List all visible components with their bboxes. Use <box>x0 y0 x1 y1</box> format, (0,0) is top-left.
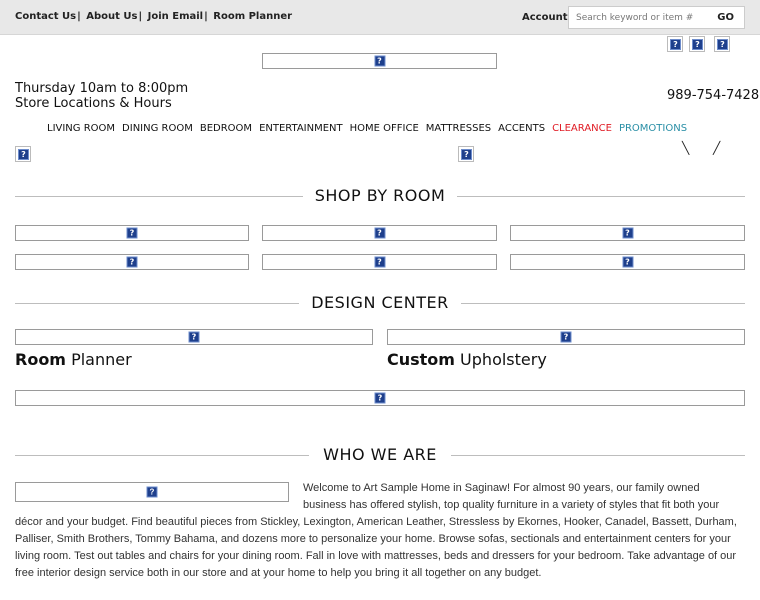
top-utility-bar <box>0 0 760 35</box>
broken-image-icon: ? <box>692 39 703 50</box>
broken-image-icon: ? <box>127 257 138 268</box>
join-email-link[interactable]: Join Email <box>147 11 204 22</box>
room-tile[interactable] <box>510 254 745 270</box>
room-planner-caption[interactable]: Room Planner <box>15 350 132 369</box>
search-go-button[interactable]: GO <box>717 12 734 23</box>
nav-entertainment[interactable]: ENTERTAINMENT <box>259 123 343 134</box>
contact-us-link[interactable]: Contact Us <box>15 11 77 22</box>
design-center-banner[interactable] <box>15 390 745 406</box>
social-icon-2[interactable] <box>689 36 705 52</box>
nav-dining-room[interactable]: DINING ROOM <box>122 123 193 134</box>
about-section <box>15 480 745 582</box>
room-tile[interactable] <box>15 225 249 241</box>
who-we-are-heading <box>15 445 745 465</box>
room-planner-link[interactable]: Room Planner <box>213 11 293 22</box>
slider-prev-icon[interactable]: ╲ <box>682 141 690 155</box>
room-tile[interactable] <box>262 225 497 241</box>
shop-by-room-heading <box>15 186 745 206</box>
room-tile[interactable] <box>15 254 249 270</box>
about-us-link[interactable]: About Us <box>86 11 138 22</box>
broken-image-icon: ? <box>622 257 633 268</box>
room-planner-image[interactable] <box>15 329 373 345</box>
broken-image-icon: ? <box>461 149 472 160</box>
broken-image-icon: ? <box>127 228 138 239</box>
store-locations-link[interactable]: Store Locations & Hours <box>15 96 172 111</box>
broken-image-icon: ? <box>374 56 385 67</box>
main-nav <box>47 123 694 134</box>
broken-image-icon: ? <box>374 257 385 268</box>
section-title: DESIGN CENTER <box>299 293 461 312</box>
nav-bedroom[interactable]: BEDROOM <box>199 123 253 134</box>
nav-living-room[interactable]: LIVING ROOM <box>47 123 116 134</box>
about-image <box>15 482 289 502</box>
nav-mattresses[interactable]: MATTRESSES <box>425 123 492 134</box>
about-text: Welcome to Art Sample Home in Saginaw! For almost 90 years, our family owned business has offered stylish, top quality furniture in a variety of styles that fit both your décor and your budget. Find beautiful pieces from Stickley, Lexington, American Leather, Stressless by Ekornes, Hooker, Canadel, Bassett, Durham, Palliser, Smith Brothers, Tommy Bahama, and dozens more to personalize your home. Browse sofas, sectionals and entertainment centers for your living room. Test out tables and chairs for your dining room. Fall in love with mattresses, beds and dressers for your bedroom. Take advantage of our free interior design service both in our store and at your home to help you bring it all together on any budget. <box>15 482 737 579</box>
slider-next-icon[interactable]: ╱ <box>713 141 721 155</box>
social-icon-1[interactable] <box>667 36 683 52</box>
phone-number[interactable]: 989-754-7428 <box>667 88 760 103</box>
banner-image-left[interactable] <box>15 146 31 162</box>
broken-image-icon: ? <box>670 39 681 50</box>
nav-clearance[interactable]: CLEARANCE <box>552 123 612 134</box>
broken-image-icon: ? <box>375 393 386 404</box>
nav-home-office[interactable]: HOME OFFICE <box>349 123 419 134</box>
banner-image-right[interactable] <box>458 146 474 162</box>
room-tile[interactable] <box>262 254 497 270</box>
social-icon-3[interactable] <box>714 36 730 52</box>
design-center-heading <box>15 293 745 313</box>
section-title: SHOP BY ROOM <box>303 186 458 205</box>
broken-image-icon: ? <box>18 149 29 160</box>
broken-image-icon: ? <box>622 228 633 239</box>
section-title: WHO WE ARE <box>311 445 449 464</box>
custom-upholstery-image[interactable] <box>387 329 745 345</box>
broken-image-icon: ? <box>189 332 200 343</box>
broken-image-icon: ? <box>374 228 385 239</box>
broken-image-icon: ? <box>147 487 158 498</box>
broken-image-icon: ? <box>561 332 572 343</box>
search-box <box>568 6 745 29</box>
hours-today: Thursday 10am to 8:00pm <box>15 81 189 96</box>
broken-image-icon: ? <box>717 39 728 50</box>
utility-links: Contact Us| About Us| Join Email| Room Planner <box>15 11 293 22</box>
store-logo[interactable] <box>262 53 497 69</box>
nav-promotions[interactable]: PROMOTIONS <box>618 123 688 134</box>
search-input[interactable] <box>569 7 709 28</box>
room-tile[interactable] <box>510 225 745 241</box>
nav-accents[interactable]: ACCENTS <box>498 123 546 134</box>
store-hours <box>15 81 188 111</box>
account-link[interactable]: Account <box>522 12 568 23</box>
custom-upholstery-caption[interactable]: Custom Upholstery <box>387 350 547 369</box>
